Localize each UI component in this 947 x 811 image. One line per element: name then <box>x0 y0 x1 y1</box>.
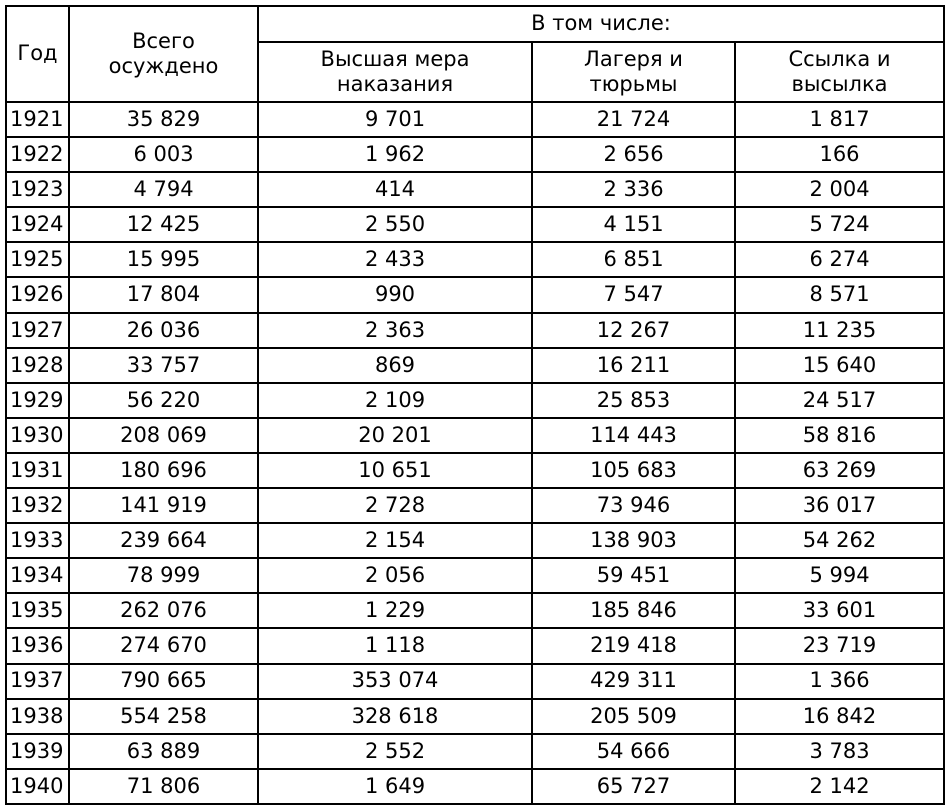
cell-year: 1929 <box>6 383 69 418</box>
header-death: Высшая мера наказания <box>258 42 532 102</box>
cell-year: 1931 <box>6 453 69 488</box>
cell-death: 2 363 <box>258 313 532 348</box>
cell-death: 2 728 <box>258 488 532 523</box>
cell-total: 26 036 <box>69 313 258 348</box>
table-row <box>6 383 944 418</box>
cell-year: 1935 <box>6 593 69 628</box>
cell-camps: 219 418 <box>532 628 735 663</box>
table-row <box>6 137 944 172</box>
cell-year: 1924 <box>6 207 69 242</box>
cell-year: 1937 <box>6 664 69 699</box>
table-row <box>6 242 944 277</box>
cell-death: 1 229 <box>258 593 532 628</box>
cell-camps: 12 267 <box>532 313 735 348</box>
cell-camps: 185 846 <box>532 593 735 628</box>
cell-exile: 11 235 <box>735 313 944 348</box>
cell-year: 1921 <box>6 102 69 137</box>
cell-total: 4 794 <box>69 172 258 207</box>
cell-total: 262 076 <box>69 593 258 628</box>
cell-year: 1930 <box>6 418 69 453</box>
table-body <box>6 102 944 804</box>
cell-death: 990 <box>258 277 532 312</box>
cell-camps: 16 211 <box>532 348 735 383</box>
cell-total: 208 069 <box>69 418 258 453</box>
cell-exile: 2 004 <box>735 172 944 207</box>
cell-death: 1 649 <box>258 769 532 804</box>
cell-total: 78 999 <box>69 558 258 593</box>
cell-exile: 1 817 <box>735 102 944 137</box>
cell-camps: 25 853 <box>532 383 735 418</box>
cell-death: 328 618 <box>258 699 532 734</box>
cell-death: 20 201 <box>258 418 532 453</box>
cell-exile: 23 719 <box>735 628 944 663</box>
cell-total: 6 003 <box>69 137 258 172</box>
cell-exile: 2 142 <box>735 769 944 804</box>
cell-year: 1923 <box>6 172 69 207</box>
convictions-table <box>5 5 945 805</box>
cell-year: 1940 <box>6 769 69 804</box>
table-row <box>6 523 944 558</box>
cell-exile: 63 269 <box>735 453 944 488</box>
cell-exile: 15 640 <box>735 348 944 383</box>
header-year: Год <box>6 6 69 102</box>
table-row <box>6 593 944 628</box>
cell-camps: 21 724 <box>532 102 735 137</box>
cell-exile: 5 994 <box>735 558 944 593</box>
cell-camps: 138 903 <box>532 523 735 558</box>
cell-year: 1925 <box>6 242 69 277</box>
cell-total: 71 806 <box>69 769 258 804</box>
table-row <box>6 628 944 663</box>
cell-year: 1933 <box>6 523 69 558</box>
table-row <box>6 277 944 312</box>
cell-camps: 2 336 <box>532 172 735 207</box>
cell-total: 33 757 <box>69 348 258 383</box>
cell-death: 2 433 <box>258 242 532 277</box>
cell-exile: 16 842 <box>735 699 944 734</box>
cell-camps: 105 683 <box>532 453 735 488</box>
cell-exile: 3 783 <box>735 734 944 769</box>
cell-total: 12 425 <box>69 207 258 242</box>
table-row <box>6 313 944 348</box>
cell-camps: 7 547 <box>532 277 735 312</box>
table-row <box>6 734 944 769</box>
cell-year: 1938 <box>6 699 69 734</box>
table-row <box>6 418 944 453</box>
cell-death: 10 651 <box>258 453 532 488</box>
cell-year: 1932 <box>6 488 69 523</box>
cell-year: 1926 <box>6 277 69 312</box>
header-including: В том числе: <box>258 6 944 42</box>
cell-total: 15 995 <box>69 242 258 277</box>
cell-year: 1939 <box>6 734 69 769</box>
cell-death: 869 <box>258 348 532 383</box>
cell-total: 63 889 <box>69 734 258 769</box>
cell-death: 1 962 <box>258 137 532 172</box>
cell-exile: 33 601 <box>735 593 944 628</box>
cell-exile: 6 274 <box>735 242 944 277</box>
table-row <box>6 172 944 207</box>
table-row <box>6 453 944 488</box>
cell-total: 56 220 <box>69 383 258 418</box>
table-row <box>6 102 944 137</box>
cell-exile: 5 724 <box>735 207 944 242</box>
cell-camps: 2 656 <box>532 137 735 172</box>
cell-total: 554 258 <box>69 699 258 734</box>
cell-camps: 429 311 <box>532 664 735 699</box>
cell-death: 9 701 <box>258 102 532 137</box>
cell-total: 141 919 <box>69 488 258 523</box>
cell-total: 35 829 <box>69 102 258 137</box>
cell-death: 414 <box>258 172 532 207</box>
table-row <box>6 558 944 593</box>
cell-camps: 54 666 <box>532 734 735 769</box>
cell-year: 1928 <box>6 348 69 383</box>
header-exile: Ссылка и высылка <box>735 42 944 102</box>
cell-year: 1922 <box>6 137 69 172</box>
cell-year: 1934 <box>6 558 69 593</box>
table-row <box>6 769 944 804</box>
cell-exile: 1 366 <box>735 664 944 699</box>
cell-death: 2 056 <box>258 558 532 593</box>
cell-camps: 65 727 <box>532 769 735 804</box>
table-row <box>6 348 944 383</box>
header-total: Всего осуждено <box>69 6 258 102</box>
cell-total: 180 696 <box>69 453 258 488</box>
cell-death: 2 550 <box>258 207 532 242</box>
cell-camps: 4 151 <box>532 207 735 242</box>
table-row <box>6 699 944 734</box>
cell-death: 2 552 <box>258 734 532 769</box>
table-row <box>6 207 944 242</box>
cell-exile: 166 <box>735 137 944 172</box>
cell-year: 1927 <box>6 313 69 348</box>
cell-camps: 6 851 <box>532 242 735 277</box>
cell-camps: 73 946 <box>532 488 735 523</box>
cell-camps: 205 509 <box>532 699 735 734</box>
cell-death: 2 109 <box>258 383 532 418</box>
cell-total: 239 664 <box>69 523 258 558</box>
cell-exile: 24 517 <box>735 383 944 418</box>
header-camps: Лагеря и тюрьмы <box>532 42 735 102</box>
cell-exile: 36 017 <box>735 488 944 523</box>
table-row <box>6 488 944 523</box>
cell-exile: 54 262 <box>735 523 944 558</box>
cell-total: 790 665 <box>69 664 258 699</box>
cell-death: 2 154 <box>258 523 532 558</box>
cell-total: 17 804 <box>69 277 258 312</box>
cell-year: 1936 <box>6 628 69 663</box>
cell-camps: 114 443 <box>532 418 735 453</box>
cell-total: 274 670 <box>69 628 258 663</box>
cell-exile: 58 816 <box>735 418 944 453</box>
cell-death: 1 118 <box>258 628 532 663</box>
cell-camps: 59 451 <box>532 558 735 593</box>
cell-exile: 8 571 <box>735 277 944 312</box>
cell-death: 353 074 <box>258 664 532 699</box>
table-row <box>6 664 944 699</box>
